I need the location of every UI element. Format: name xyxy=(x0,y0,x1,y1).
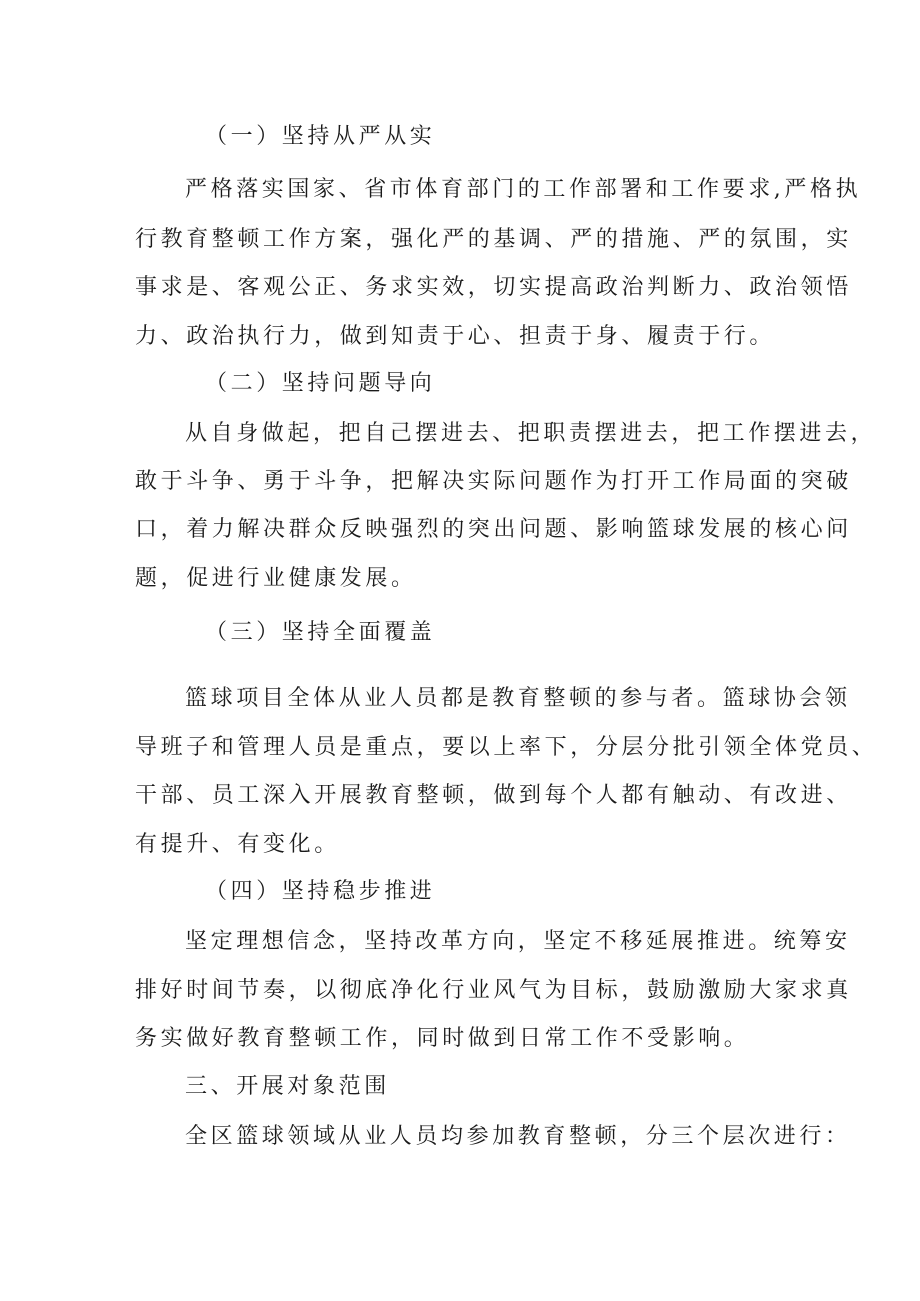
section-heading-1: （一）坚持从严从实 xyxy=(205,124,436,149)
section-heading-4: （四）坚持稳步推进 xyxy=(205,879,436,904)
paragraph-2-line-3: 口，着力解决群众反映强烈的突出问题、影响篮球发展的核心问 xyxy=(135,517,852,542)
section-heading-3: （三）坚持全面覆盖 xyxy=(205,620,436,645)
paragraph-3-line-1: 篮球项目全体从业人员都是教育整顿的参与者。篮球协会领 xyxy=(185,686,851,711)
paragraph-4-line-1: 坚定理想信念，坚持改革方向，坚定不移延展推进。统筹安 xyxy=(185,929,851,954)
paragraph-3-line-2: 导班子和管理人员是重点，要以上率下，分层分批引领全体党员、 xyxy=(135,735,878,760)
paragraph-1-line-1: 严格落实国家、省市体育部门的工作部署和工作要求,严格执 xyxy=(185,177,862,202)
paragraph-1-line-4: 力、政治执行力，做到知责于心、担责于身、履责于行。 xyxy=(135,324,776,349)
chapter-heading-3: 三、开展对象范围 xyxy=(185,1074,390,1099)
paragraph-4-line-2: 排好时间节奏，以彻底净化行业风气为目标，鼓励激励大家求真 xyxy=(135,978,852,1003)
paragraph-2-line-2: 敢于斗争、勇于斗争，把解决实际问题作为打开工作局面的突破 xyxy=(135,469,852,494)
paragraph-3-line-4: 有提升、有变化。 xyxy=(135,832,340,857)
paragraph-1-line-2: 行教育整顿工作方案，强化严的基调、严的措施、严的氛围，实 xyxy=(135,227,852,252)
paragraph-3-line-3: 干部、员工深入开展教育整顿，做到每个人都有触动、有改进、 xyxy=(135,783,852,808)
paragraph-1-line-3: 事求是、客观公正、务求实效，切实提高政治判断力、政治领悟 xyxy=(135,275,852,300)
section-heading-2: （二）坚持问题导向 xyxy=(205,371,436,396)
paragraph-5-line-1: 全区篮球领域从业人员均参加教育整顿，分三个层次进行： xyxy=(185,1124,851,1149)
paragraph-2-line-4: 题，促进行业健康发展。 xyxy=(135,566,417,591)
paragraph-2-line-1: 从自身做起，把自己摆进去、把职责摆进去，把工作摆进去， xyxy=(185,421,877,446)
paragraph-4-line-3: 务实做好教育整顿工作，同时做到日常工作不受影响。 xyxy=(135,1026,750,1051)
